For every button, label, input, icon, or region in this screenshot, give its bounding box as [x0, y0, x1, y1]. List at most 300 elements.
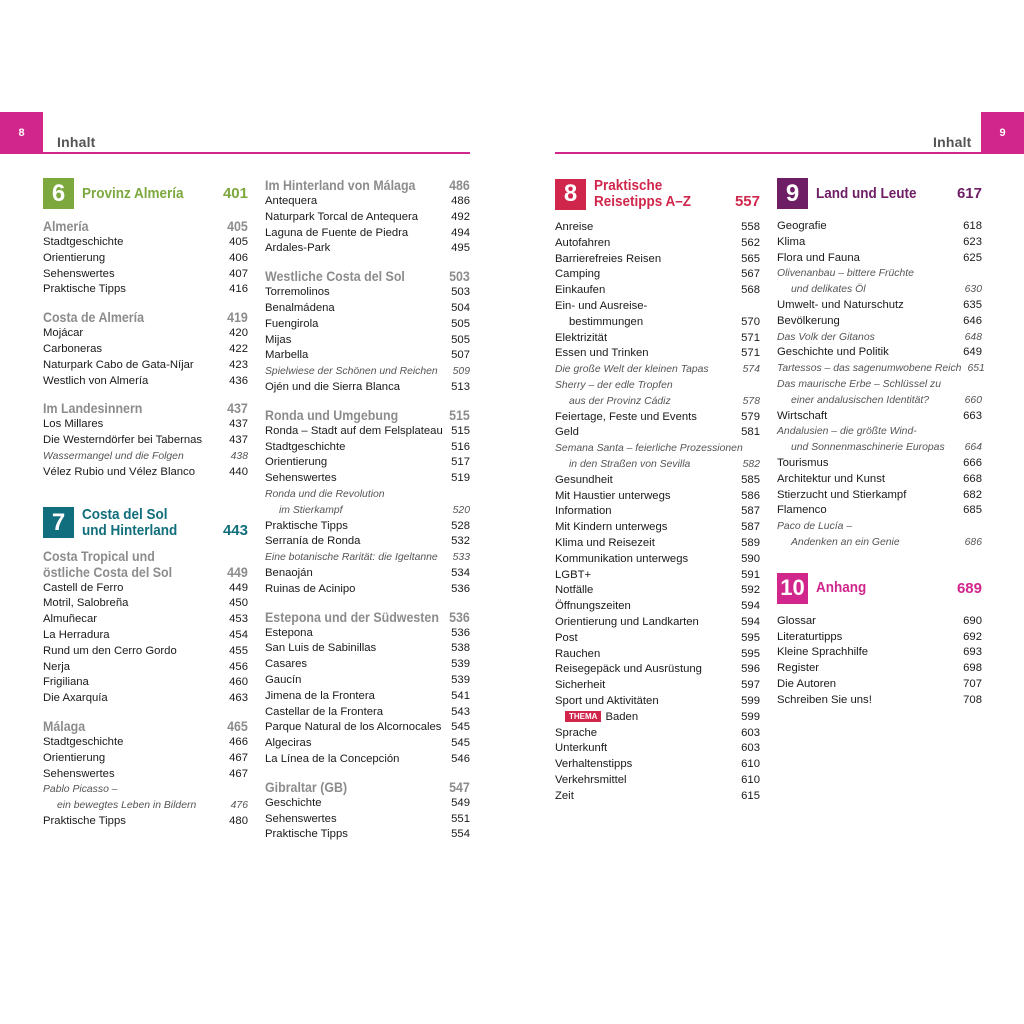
toc-entry-text: Wassermangel und die Folgen [43, 450, 184, 462]
toc-entry-text: Anreise [555, 221, 594, 233]
toc-entry[interactable] [555, 441, 760, 457]
toc-entry-page: 541 [451, 689, 470, 702]
toc-entry[interactable] [265, 519, 470, 535]
toc-entry[interactable] [777, 235, 982, 251]
toc-entry-label [43, 814, 126, 830]
toc-entry-page: 693 [963, 646, 982, 659]
toc-entry-label [265, 752, 399, 768]
toc-entry[interactable] [777, 330, 982, 346]
toc-entry-label [43, 596, 128, 612]
section-title: Ronda und Umgebung [265, 407, 399, 423]
toc-list [777, 614, 982, 709]
toc-entry[interactable] [265, 210, 470, 226]
section-heading[interactable] [43, 401, 248, 417]
toc-entry[interactable] [777, 503, 982, 519]
toc-entry-page: 520 [452, 504, 470, 516]
chapter-page: 557 [734, 193, 760, 210]
toc-entry[interactable] [777, 456, 982, 472]
toc-entry[interactable] [777, 298, 982, 314]
toc-entry[interactable] [265, 736, 470, 752]
toc-entry[interactable] [555, 741, 760, 757]
toc-entry[interactable] [43, 675, 248, 691]
toc-entry-label [555, 489, 671, 505]
toc-entry-label [555, 425, 579, 441]
toc-entry[interactable] [265, 333, 470, 349]
toc-entry[interactable] [265, 720, 470, 736]
toc-entry-text: Stadtgeschichte [43, 735, 124, 748]
toc-entry-text: Semana Santa – feierliche Prozessionen [555, 443, 743, 455]
section-heading[interactable] [265, 408, 470, 424]
toc-entry-page: 651 [967, 363, 985, 375]
toc-entry[interactable] [555, 220, 760, 236]
toc-entry[interactable] [265, 550, 470, 566]
toc-entry[interactable] [555, 473, 760, 489]
toc-entry[interactable] [555, 362, 760, 378]
toc-entry-label [43, 628, 110, 644]
toc-entry[interactable] [265, 626, 470, 642]
section-page: 503 [449, 269, 470, 285]
toc-entry[interactable] [555, 568, 760, 584]
toc-entry[interactable] [777, 614, 982, 630]
toc-entry-page: 420 [229, 327, 248, 340]
toc-entry-label [555, 441, 743, 457]
toc-entry[interactable] [43, 433, 248, 449]
section-heading[interactable] [43, 719, 248, 735]
toc-entry[interactable] [555, 552, 760, 568]
chapter-9-heading[interactable] [777, 178, 982, 209]
toc-column-2 [265, 178, 470, 843]
toc-entry[interactable] [265, 689, 470, 705]
toc-entry[interactable] [777, 693, 982, 709]
toc-entry[interactable] [43, 596, 248, 612]
toc-entry-label [43, 751, 105, 767]
toc-entry-page: 551 [451, 812, 470, 825]
toc-entry-label [265, 705, 383, 721]
toc-entry-text: Literaturtipps [777, 630, 843, 643]
toc-entry-label [43, 449, 184, 465]
toc-entry-page: 515 [451, 424, 470, 437]
toc-entry-text: Benaoján [265, 566, 313, 579]
toc-section [265, 269, 470, 396]
toc-entry[interactable] [555, 662, 760, 678]
toc-entry-page: 476 [230, 800, 248, 812]
toc-entry-page: 596 [741, 663, 760, 676]
toc-entry[interactable] [265, 348, 470, 364]
toc-entry-text: Castellar de la Frontera [265, 705, 384, 718]
toc-entry-text: Baden [605, 710, 639, 723]
toc-entry-text: Vélez Rubio und Vélez Blanco [43, 465, 195, 478]
toc-entry-text: Stadtgeschichte [265, 440, 346, 453]
toc-entry-text: Kommunikation unterwegs [555, 552, 689, 565]
toc-entry-page: 453 [229, 613, 248, 626]
toc-entry-text: Mit Kindern unterwegs [555, 521, 668, 534]
toc-entry[interactable] [555, 504, 760, 520]
toc-entry-page: 455 [229, 644, 248, 657]
toc-entry[interactable] [265, 827, 470, 843]
toc-entry-label [43, 326, 83, 342]
toc-entry[interactable] [555, 299, 760, 315]
toc-entry[interactable] [265, 487, 470, 503]
toc-entry-page: 664 [964, 442, 982, 454]
toc-entry[interactable] [265, 364, 470, 380]
toc-entry-page: 405 [229, 236, 248, 248]
toc-entry-label [265, 380, 400, 396]
section-heading[interactable] [43, 549, 248, 581]
section-page: 536 [449, 609, 470, 625]
toc-entry-text: LGBT+ [555, 568, 592, 581]
toc-entry-text: ein bewegtes Leben in Bildern [57, 800, 197, 812]
toc-entry[interactable] [555, 315, 760, 331]
toc-entry[interactable] [555, 283, 760, 299]
toc-entry-text: Öffnungszeiten [555, 600, 631, 613]
chapter-number: 10 [777, 573, 808, 604]
toc-entry[interactable] [555, 599, 760, 615]
toc-entry[interactable] [265, 241, 470, 257]
toc-entry-label [555, 252, 661, 268]
toc-entry[interactable] [43, 612, 248, 628]
toc-entry-page: 467 [229, 767, 248, 780]
toc-entry-page: 599 [741, 710, 760, 723]
toc-entry-page: 682 [963, 488, 982, 501]
toc-entry-page: 603 [741, 726, 760, 739]
toc-entry-label [265, 333, 291, 349]
toc-entry-label [777, 266, 914, 282]
toc-entry[interactable] [43, 251, 248, 267]
toc-entry-text: Ein- und Ausreise- [555, 299, 648, 312]
toc-entry-page: 591 [741, 568, 760, 581]
toc-entry-label [265, 226, 408, 242]
toc-entry[interactable] [777, 424, 982, 440]
toc-entry[interactable] [43, 449, 248, 465]
section-title: Almería [43, 219, 89, 234]
toc-entry-text: Ruinas de Acinipo [265, 582, 356, 595]
toc-entry-page: 618 [963, 220, 982, 232]
toc-entry[interactable] [265, 440, 470, 456]
toc-entry[interactable] [777, 314, 982, 330]
toc-entry-label [265, 424, 443, 440]
toc-entry[interactable] [265, 226, 470, 242]
header-rule-left [0, 152, 470, 154]
toc-entry-label [777, 330, 875, 346]
toc-entry[interactable] [265, 424, 470, 440]
toc-entry-text: Gesundheit [555, 473, 613, 486]
chapter-10-heading[interactable] [777, 573, 982, 604]
toc-entry-label [569, 315, 643, 331]
toc-entry-text: Autofahren [555, 236, 611, 249]
toc-entry[interactable] [777, 488, 982, 504]
toc-entry-label [777, 345, 889, 361]
toc-entry-label [555, 694, 659, 710]
toc-entry-label [555, 615, 699, 631]
toc-entry-label [777, 456, 828, 472]
section-page: 547 [449, 779, 470, 795]
toc-entry-text: Andenken an ein Genie [791, 536, 900, 548]
toc-entry[interactable] [265, 812, 470, 828]
toc-entry[interactable] [555, 394, 760, 410]
toc-entry-text: Die Axarquía [43, 692, 108, 705]
toc-entry[interactable] [555, 236, 760, 252]
toc-entry[interactable] [555, 346, 760, 362]
chapter-7-heading[interactable] [43, 507, 248, 539]
toc-entry[interactable] [43, 267, 248, 283]
section-title: Im Landesinnern [43, 401, 143, 417]
toc-entry-text: Sehenswertes [265, 812, 337, 825]
toc-entry-label [43, 358, 194, 374]
toc-entry[interactable] [555, 647, 760, 663]
toc-entry[interactable] [43, 282, 248, 298]
toc-entry[interactable] [777, 645, 982, 661]
toc-entry[interactable] [777, 472, 982, 488]
toc-section [265, 178, 470, 257]
toc-entry-text: Westlich von Almería [43, 374, 149, 387]
toc-entry-label [265, 550, 438, 566]
toc-entry-page: 623 [963, 235, 982, 248]
toc-entry-page: 615 [741, 789, 760, 802]
toc-entry-label [265, 364, 438, 380]
toc-entry[interactable] [265, 317, 470, 333]
toc-entry[interactable] [265, 566, 470, 582]
toc-entry-label [791, 282, 866, 298]
toc-entry-text: Flora und Fauna [777, 251, 860, 264]
toc-entry-page: 581 [741, 426, 760, 439]
toc-entry-label [43, 691, 108, 707]
toc-entry-label [265, 440, 345, 456]
toc-entry-text: Naturpark Torcal de Antequera [265, 210, 419, 223]
toc-entry[interactable] [555, 252, 760, 268]
toc-entry-label [777, 235, 805, 251]
toc-entry[interactable] [43, 342, 248, 358]
header-rule-right [555, 152, 1024, 154]
toc-entry-text: und delikates Öl [791, 284, 866, 296]
toc-entry-label [43, 612, 97, 628]
toc-entry-label [43, 342, 102, 358]
toc-entry[interactable] [555, 694, 760, 710]
toc-entry[interactable] [555, 489, 760, 505]
toc-entry[interactable] [777, 251, 982, 267]
section-page: 515 [449, 407, 470, 423]
chapter-title: Land und Leute [816, 184, 917, 202]
toc-entry-text: Spielwiese der Schönen und Reichen [265, 366, 438, 378]
toc-entry-page: 660 [964, 394, 982, 406]
toc-entry-text: Post [555, 631, 578, 644]
toc-entry[interactable] [777, 361, 985, 377]
toc-entry[interactable] [43, 691, 248, 707]
toc-entry-label [43, 782, 118, 798]
section-title: Im Hinterland von Málaga [265, 178, 416, 193]
toc-entry-label [265, 626, 313, 642]
toc-entry-page: 690 [963, 614, 982, 627]
toc-entry-text: im Stierkampf [279, 504, 343, 516]
toc-entry-page: 507 [451, 349, 470, 362]
toc-entry[interactable] [555, 583, 760, 599]
chapter-8-heading[interactable] [555, 178, 760, 210]
toc-entry[interactable] [265, 455, 470, 471]
toc-entry[interactable] [777, 677, 982, 693]
toc-entry[interactable] [555, 425, 760, 441]
toc-entry[interactable] [555, 631, 760, 647]
page-number-left: 8 [0, 112, 43, 153]
toc-entry[interactable] [265, 657, 470, 673]
toc-entry[interactable] [555, 757, 760, 773]
toc-entry-page: 463 [229, 692, 248, 705]
toc-entry-page: 571 [741, 331, 760, 344]
toc-entry-page: 571 [741, 347, 760, 360]
toc-entry[interactable] [265, 673, 470, 689]
toc-entry[interactable] [265, 285, 470, 301]
toc-entry-page: 406 [229, 251, 248, 264]
toc-entry[interactable] [43, 417, 248, 433]
toc-entry[interactable] [43, 814, 248, 830]
toc-entry-label [777, 251, 860, 267]
toc-entry-page: 513 [451, 380, 470, 393]
toc-entry[interactable] [555, 789, 760, 805]
toc-entry-page: 538 [451, 642, 470, 655]
toc-entry[interactable] [777, 282, 982, 298]
toc-entry-page: 436 [229, 374, 248, 387]
toc-entry-page: 685 [963, 504, 982, 517]
toc-entry[interactable] [265, 705, 470, 721]
toc-entry[interactable] [777, 219, 982, 235]
chapter-number: 9 [777, 178, 808, 209]
section-heading[interactable] [265, 178, 470, 194]
toc-entry[interactable] [555, 378, 760, 394]
toc-entry-page: 567 [741, 268, 760, 281]
toc-entry[interactable] [43, 767, 248, 783]
chapter-page: 401 [222, 185, 248, 202]
toc-entry[interactable] [555, 331, 760, 347]
section-heading[interactable] [265, 269, 470, 285]
toc-entry-label [265, 657, 307, 673]
toc-entry-page: 423 [229, 358, 248, 371]
toc-entry[interactable] [43, 660, 248, 676]
toc-entry[interactable] [777, 630, 982, 646]
toc-entry[interactable] [555, 520, 760, 536]
toc-entry[interactable] [43, 644, 248, 660]
section-heading[interactable] [265, 780, 470, 796]
toc-entry-text: Praktische Tipps [43, 283, 126, 296]
toc-entry[interactable] [265, 534, 470, 550]
toc-entry-page: 582 [742, 458, 760, 470]
toc-entry-label [555, 568, 591, 584]
toc-entry[interactable] [43, 628, 248, 644]
toc-entry-label [265, 689, 375, 705]
toc-entry-page: 610 [741, 758, 760, 771]
toc-entry[interactable] [265, 503, 470, 519]
toc-entry[interactable] [555, 457, 760, 473]
toc-entry[interactable] [555, 710, 760, 726]
toc-entry[interactable] [555, 726, 760, 742]
toc-entry-label [43, 267, 115, 283]
toc-entry[interactable] [777, 661, 982, 677]
toc-entry-page: 549 [451, 796, 470, 809]
toc-entry[interactable] [43, 581, 248, 597]
toc-entry-text: Mijas [265, 333, 292, 346]
toc-entry-text: Kleine Sprachhilfe [777, 646, 869, 659]
toc-entry-page: 533 [452, 552, 470, 564]
toc-entry-label [777, 677, 836, 693]
section-heading[interactable] [265, 610, 470, 626]
toc-entry[interactable] [555, 773, 760, 789]
section-heading[interactable] [43, 310, 248, 326]
toc-entry[interactable] [265, 582, 470, 598]
toc-entry-label [777, 661, 819, 677]
toc-entry[interactable] [555, 615, 760, 631]
toc-entry-text: Pablo Picasso – [43, 784, 118, 796]
toc-entry-label [555, 552, 688, 568]
chapter-title: Costa del Sol und Hinterland [82, 505, 178, 539]
toc-section [43, 549, 248, 707]
toc-entry-page: 494 [451, 226, 470, 239]
toc-entry[interactable] [777, 345, 982, 361]
chapter-number: 8 [555, 179, 586, 210]
toc-entry[interactable] [43, 782, 248, 798]
toc-entry[interactable] [43, 751, 248, 767]
toc-entry-label [279, 503, 343, 519]
toc-entry[interactable] [265, 752, 470, 768]
toc-entry-label [265, 582, 355, 598]
toc-entry[interactable] [777, 535, 982, 551]
toc-entry[interactable] [555, 410, 760, 426]
toc-entry-text: Carboneras [43, 342, 103, 355]
toc-entry[interactable] [777, 266, 982, 282]
toc-entry[interactable] [265, 194, 470, 210]
toc-entry[interactable] [265, 471, 470, 487]
toc-entry-label [43, 251, 105, 267]
toc-entry-label [43, 644, 177, 660]
toc-entry[interactable] [777, 377, 982, 393]
toc-entry-text: Zeit [555, 789, 574, 802]
toc-entry-text: La Línea de la Concepción [265, 752, 400, 765]
toc-entry[interactable] [555, 678, 760, 694]
toc-entry-label [791, 440, 945, 456]
toc-entry[interactable] [777, 409, 982, 425]
toc-entry-page: 595 [741, 647, 760, 660]
toc-entry-page: 532 [451, 535, 470, 548]
toc-entry-label [555, 536, 655, 552]
toc-entry-label [777, 424, 917, 440]
toc-entry[interactable] [43, 735, 248, 751]
toc-entry[interactable] [43, 358, 248, 374]
toc-entry[interactable] [777, 440, 982, 456]
toc-entry-text: Sehenswertes [43, 767, 115, 780]
toc-entry[interactable] [555, 267, 760, 283]
toc-entry-page: 454 [229, 628, 248, 641]
section-page: 486 [449, 178, 470, 193]
toc-entry-text: Orientierung und Landkarten [555, 615, 699, 628]
section-page: 465 [227, 718, 248, 734]
toc-entry[interactable] [265, 380, 470, 396]
toc-entry-page: 597 [741, 679, 760, 692]
toc-entry-page: 407 [229, 267, 248, 280]
toc-entry[interactable] [265, 641, 470, 657]
toc-entry-text: Das maurische Erbe – Schlüssel zu [777, 378, 942, 390]
chapter-6-heading[interactable] [43, 178, 248, 209]
toc-entry-label [555, 599, 631, 615]
toc-entry-text: Castell de Ferro [43, 581, 124, 594]
toc-entry[interactable] [43, 465, 248, 481]
toc-entry[interactable] [43, 374, 248, 390]
toc-entry[interactable] [777, 393, 982, 409]
toc-entry[interactable] [777, 519, 982, 535]
toc-entry-text: Reisegepäck und Ausrüstung [555, 663, 702, 676]
toc-entry[interactable] [43, 235, 248, 251]
toc-entry[interactable] [265, 301, 470, 317]
toc-entry[interactable] [555, 536, 760, 552]
toc-entry[interactable] [43, 798, 248, 814]
section-heading[interactable] [43, 219, 248, 235]
toc-entry[interactable] [43, 326, 248, 342]
toc-entry[interactable] [265, 796, 470, 812]
